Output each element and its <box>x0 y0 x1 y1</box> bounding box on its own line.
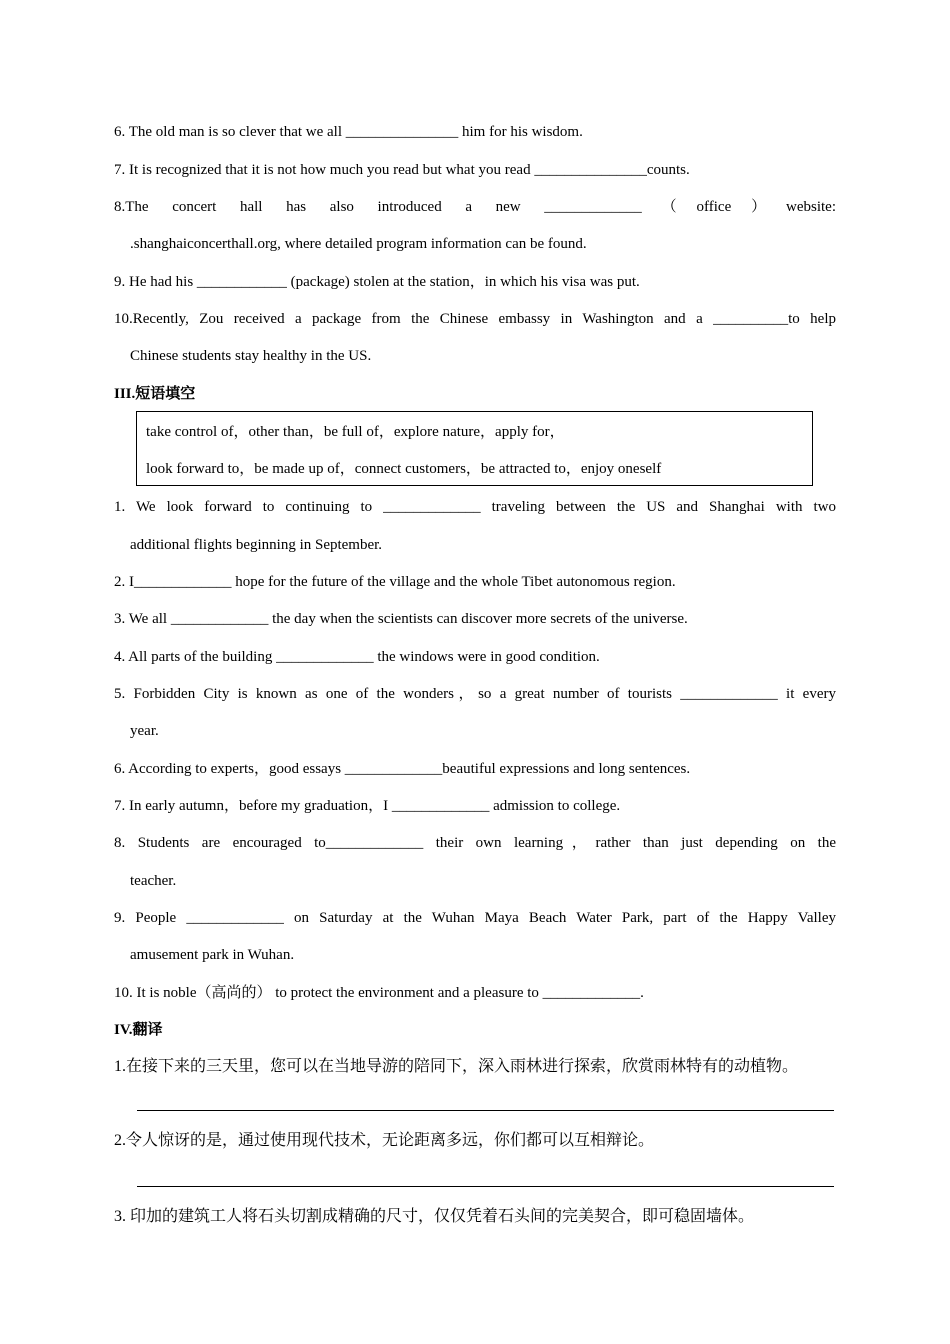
translation-answer-line-2[interactable] <box>137 1186 834 1187</box>
question-2-6: 6. The old man is so clever that we all _______________ him for his wisdom. <box>114 124 583 140</box>
question-3-3: 3. We all _____________ the day when the scientists can discover more secrets of the universe. <box>114 611 688 627</box>
question-2-8-cont: .shanghaiconcerthall.org, where detailed program information can be found. <box>130 236 587 252</box>
section-4-heading: IV.翻译 <box>114 1022 163 1038</box>
question-3-6: 6. According to experts，good essays _____________beautiful expressions and long sentences. <box>114 761 691 777</box>
question-3-2: 2. I_____________ hope for the future of the village and the whole Tibet autonomous region. <box>114 574 676 590</box>
section-3-heading: III.短语填空 <box>114 386 196 402</box>
question-3-5-cont: year. <box>130 723 159 739</box>
translation-answer-line-1[interactable] <box>137 1110 834 1111</box>
question-3-8: 8. Students are encouraged to_____________ their own learning，rather than just depending on the <box>114 835 836 851</box>
question-3-9: 9. People _____________ on Saturday at the Wuhan Maya Beach Water Park, part of the Happy Valley <box>114 910 836 926</box>
question-3-9-cont: amusement park in Wuhan. <box>130 947 295 963</box>
question-3-5: 5. Forbidden City is known as one of the wonders，so a great number of tourists _____________ it every <box>114 686 836 702</box>
phrase-bank-line-2: look forward to，be made up of，connect customers，be attracted to，enjoy oneself <box>146 461 662 477</box>
question-2-10-cont: Chinese students stay healthy in the US. <box>130 348 372 364</box>
phrase-bank-line-1: take control of，other than，be full of，explore nature，apply for， <box>146 424 565 440</box>
question-3-7: 7. In early autumn，before my graduation，I _____________ admission to college. <box>114 798 621 814</box>
question-3-10: 10. It is noble（高尚的） to protect the environment and a pleasure to _____________. <box>114 985 644 1001</box>
question-2-10: 10.Recently, Zou received a package from the Chinese embassy in Washington and a __________to help <box>114 311 836 327</box>
question-3-1-cont: additional flights beginning in September. <box>130 537 383 553</box>
question-2-9: 9. He had his ____________ (package) stolen at the station，in which his visa was put. <box>114 274 640 290</box>
question-3-8-cont: teacher. <box>130 873 177 889</box>
phrase-bank-box <box>136 411 813 486</box>
translation-question-1: 1.在接下来的三天里，您可以在当地导游的陪同下，深入雨林进行探索，欣赏雨林特有的动植物。 <box>114 1058 799 1075</box>
question-3-4: 4. All parts of the building _____________ the windows were in good condition. <box>114 649 600 665</box>
translation-question-3: 3. 印加的建筑工人将石头切割成精确的尺寸，仅仅凭着石头间的完美契合，即可稳固墙体。 <box>114 1208 755 1225</box>
translation-question-2: 2.令人惊讶的是，通过使用现代技术，无论距离多远，你们都可以互相辩论。 <box>114 1132 655 1149</box>
question-3-1: 1. We look forward to continuing to _____________ traveling between the US and Shanghai with two <box>114 499 836 515</box>
question-2-7: 7. It is recognized that it is not how much you read but what you read _______________counts. <box>114 162 690 178</box>
question-2-8: 8.The concert hall has also introduced a new _____________（office）website: <box>114 199 836 215</box>
